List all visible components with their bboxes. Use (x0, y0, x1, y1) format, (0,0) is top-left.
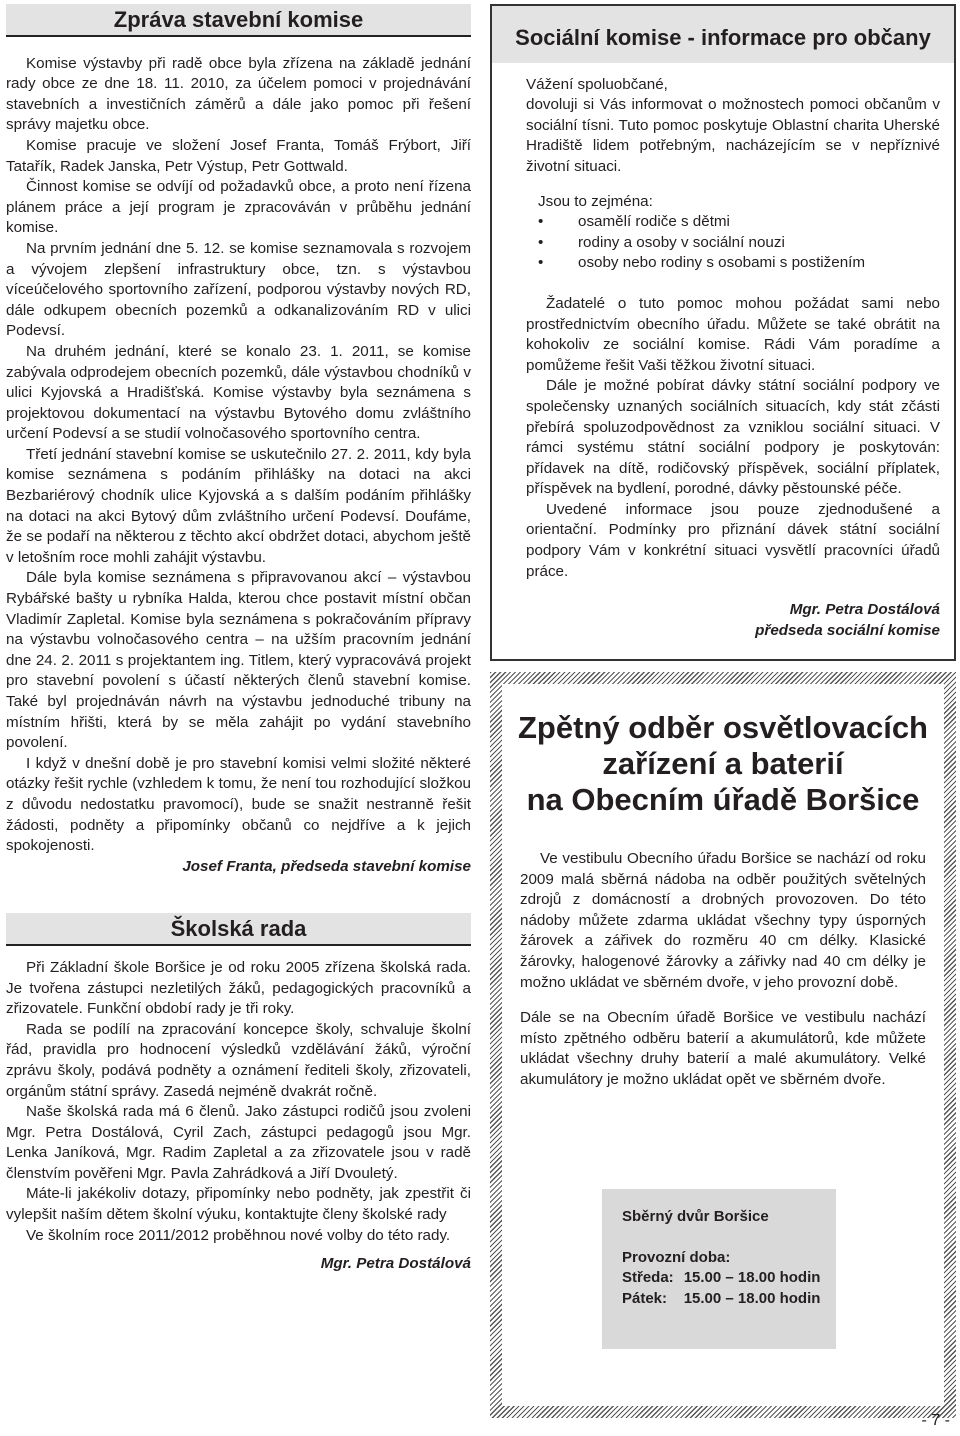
paragraph: I když v dnešní době je pro stavební komisi velmi složité některé otázky řešit rychle (vzhledem k tomu, že není tou rozhodující složkou z důvodu nedostatku pravomocí), bude se snažit nestranně řešit žádosti, podněty a připomínky občanů co nejdříve a k jejich spokojenosti. (6, 754, 471, 855)
table-row (622, 1268, 830, 1289)
day-cell: Středa: (622, 1269, 674, 1286)
hours-label: Provozní doba: (622, 1248, 731, 1266)
time-cell: 15.00 – 18.00 hodin (683, 1269, 821, 1286)
socialni-signature-role: předseda sociální komise (755, 621, 940, 639)
socialni-komise-box (490, 4, 956, 661)
paragraph: Ve školním roce 2011/2012 proběhnou nové volby do této rady. (26, 1226, 451, 1244)
list-item: • osoby nebo rodiny s osobami s postižením (538, 253, 940, 274)
list-intro: Jsou to zejména: (538, 192, 653, 210)
paragraph: Uvedené informace jsou pouze zjednodušené a orientační. Podmínky pro přiznání dávek státní sociální podpory Vám v konkrétní situaci vysvětlí pracovníci úřadů práce. (526, 500, 940, 580)
socialni-signature-name: Mgr. Petra Dostálová (789, 601, 940, 619)
time-cell: 15.00 – 18.00 hodin (683, 1289, 821, 1307)
paragraph: Dále je možné pobírat dávky státní sociální podpory ve společensky uznaných sociálních situacích, kdy stát zčásti přebírá spoluzodpovědnost za vzniklou sociální situaci. V rámci systému státní sociální podpory je poskytován: přídavek na dítě, rodičovský příspěvek, sociální příplatek, příspěvek na bydlení, porodné, dávky pěstounské péče. (526, 377, 940, 498)
paragraph: Ve vestibulu Obecního úřadu Boršice se nachází od roku 2009 malá sběrná nádoba na odběr použitých světelných zdrojů z domácností a drobných provozoven. Do této nádoby můžete zdarma ukládat všechny typy úsporných žárovek a zářivek do rozměru 40 cm délky. Klasické žárovky, halogenové žárovky a zářivky nad 40 cm délky je možno ukládat ve sběrném dvoře, v jeho provozní době. (520, 850, 926, 991)
paragraph: Máte-li jakékoliv dotazy, připomínky nebo podněty, jak zpestřit či vylepšit naším dětem školní výuku, kontaktujte členy školské rady (6, 1185, 471, 1224)
paragraph: Komise pracuje ve složení Josef Franta, Tomáš Frýbort, Jiří Tatařík, Radek Janska, Petr Výstup, Petr Gottwald. (6, 136, 471, 175)
stavebni-komise-heading: Zpráva stavební komise (6, 4, 471, 37)
paragraph: dovoluji si Vás informovat o možnostech pomoci občanům v sociální tísni. Tuto pomoc poskytuje Oblastní charita Uherské Hradiště lidem potřebným, nacházejícím se v nepříznivé životní situaci. (526, 96, 940, 175)
paragraph: Žadatelé o tuto pomoc mohou požádat sami nebo prostřednictvím obecního úřadu. Můžete se také obrátit na kohokoliv ze sociální komise. Rádi Vám poradíme a pomůžeme řešit Vaši těžkou životní situaci. (526, 294, 940, 374)
stavebni-signature: Josef Franta, předseda stavební komise (182, 857, 471, 875)
paragraph: Komise výstavby při radě obce byla zřízena na základě jednání rady obce ze dne 18. 11. 2010, za účelem pomoci v projednávání stavebních a investičních záměrů a dále jako pomoc při řešení správy majetku obce. (6, 54, 471, 134)
heading-line: Zpětný odběr osvětlovacích (518, 710, 928, 745)
zpetny-odber-frame (490, 672, 956, 1418)
skolska-signature: Mgr. Petra Dostálová (320, 1255, 471, 1273)
list-item: • rodiny a osoby v sociální nouzi (538, 233, 940, 254)
skolska-rada-article (6, 946, 471, 1275)
stavebni-komise-article (6, 37, 471, 878)
sberny-dvur-box (602, 1189, 836, 1349)
paragraph: Při Základní škole Boršice je od roku 2005 zřízena školská rada. Je tvořena zástupci nezletilých žáků, pedagogických pracovníků a zřizovatele. Funkční období rady je tři roky. (6, 958, 471, 1018)
zpetny-odber-heading (502, 710, 944, 818)
sberny-dvur-title: Sběrný dvůr Boršice (622, 1208, 769, 1225)
left-column (6, 4, 471, 1275)
paragraph: Na druhém jednání, které se konalo 23. 1. 2011, se komise zabývala odprodejem obecních pozemků, dále výstavbou chodníků v ulici Kyjovská a Hradišťská. Komise výstavby byla seznámena s projektovou dokumentací na výstavbu Bytového domu zvláštního určení Podevsí a se studií volnočasového sportovního centra. (6, 342, 471, 443)
greeting: Vážení spoluobčané, (526, 75, 668, 93)
heading-line: na Obecním úřadě Boršice (526, 782, 920, 817)
heading-line: zařízení a baterií (602, 746, 844, 781)
skolska-rada-heading: Školská rada (6, 913, 471, 946)
zpetny-odber-panel (502, 684, 944, 1406)
paragraph: Třetí jednání stavební komise se uskutečnilo 27. 2. 2011, kdy byla komise seznámena s podáním přihlášky na dotaci na akci Bezbariérový chodník ulice Kyjovská a s dalším podáním přihlášky na dotaci na akci Bytový dům zvláštního určení Podevsí. Doufáme, že se podaří na některou z těchto akcí obdržet dotaci, abychom ještě v letošním roce mohli zahájit výstavbu. (6, 445, 471, 566)
paragraph: Dále byla komise seznámena s připravovanou akcí – výstavbou Rybářské bašty u rybníka Halda, kterou chce postavit místní občan Vladimír Zapletal. Komise byla seznámena s pokračováním přípravy na výstavbu volnočasového centra – na užším pracovním jednání dne 24. 2. 2011 s projektantem ing. Titlem, který vypracovává projekt pro stavební povolení s účastí některých členů stavební komise. Také byl projednáván návrh na výstavbu jednoduché tribuny na místním hřišti, která by se měla zahájit po vydání stavebního povolení. (6, 569, 471, 752)
day-cell: Pátek: (622, 1289, 668, 1307)
socialni-komise-heading: Sociální komise - informace pro občany (492, 6, 954, 63)
right-column (490, 4, 956, 661)
paragraph: Činnost komise se odvíjí od požadavků obce, a proto není řízena plánem práce a její program je zpracováván v průběhu jednání komise. (6, 178, 471, 237)
paragraph: Dále se na Obecním úřadě Boršice ve vestibulu nachází místo zpětného odběru baterií a akumulátorů, kde můžete ukládat všechny druhy baterií a malé akumulátory. Velké akumulátory je možno ukládat opět ve sběrném dvoře. (520, 1009, 926, 1088)
paragraph: Rada se podílí na zpracování koncepce školy, schvaluje školní řád, pravidla pro hodnocení výsledků vzdělávání žáků, výroční zprávu školy, podává podněty a oznámení řediteli školy, zřizovateli, orgánům státní správy. Zasedá nejméně dvakrát ročně. (6, 1020, 471, 1100)
table-row (622, 1289, 830, 1310)
paragraph: Naše školská rada má 6 členů. Jako zástupci rodičů jsou zvoleni Mgr. Petra Dostálová, Cyril Zach, zástupci pedagogů jsou Mgr. Lenka Janíková, Mgr. Radim Zapletal a za zřizovatele jsou v radě členstvím pověřeni Mgr. Pavla Zahrádková a Jiří Dvouletý. (6, 1103, 471, 1182)
hours-table (622, 1268, 830, 1309)
paragraph: Na prvním jednání dne 5. 12. se komise seznamovala s rozvojem a vývojem zlepšení infrastruktury obce, tzn. s výstavbou víceúčelového sportovního zařízení, podporou výstavby nových RD, dále odkupem obecních pozemků a odkanalizováním RD v ulici Podevsí. (6, 239, 471, 340)
page-number: - 7 - (921, 1412, 950, 1429)
list-item: • osamělí rodiče s dětmi (538, 212, 940, 233)
bullet-list (538, 212, 940, 274)
